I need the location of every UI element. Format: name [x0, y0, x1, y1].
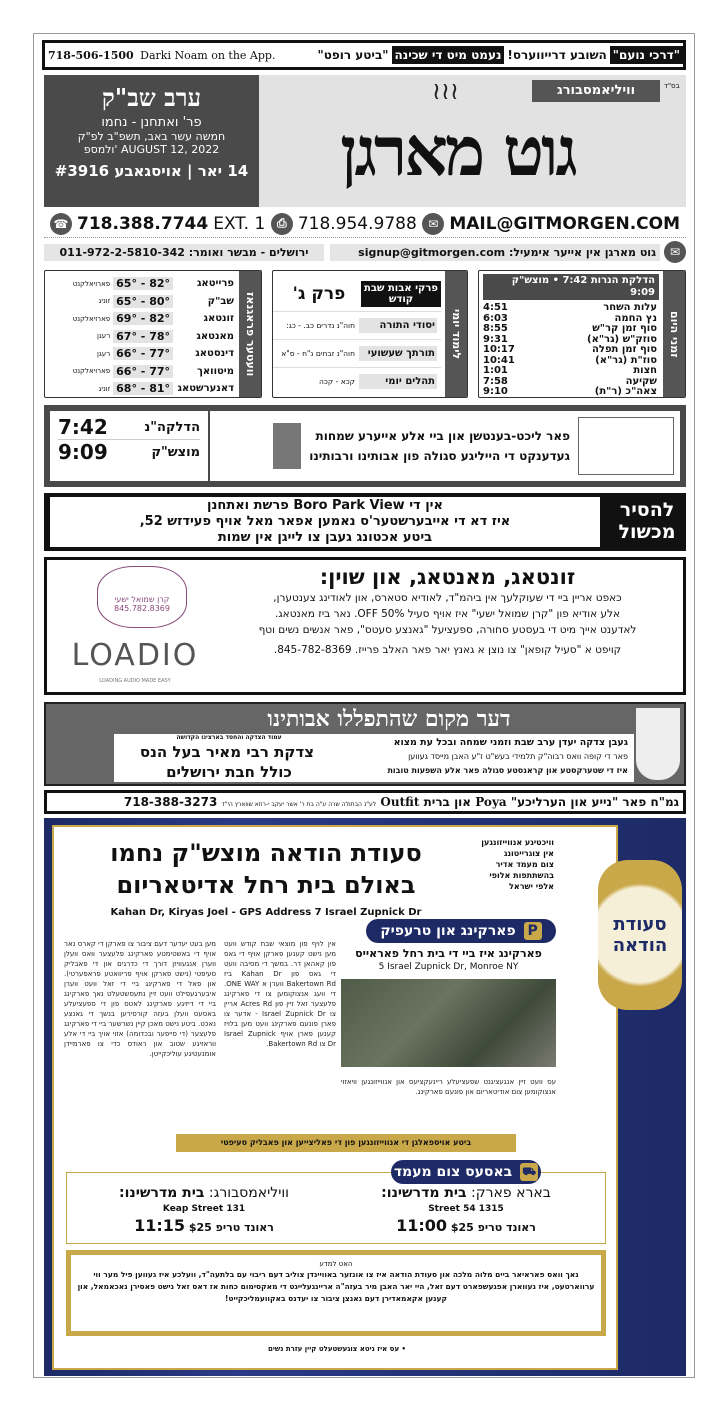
- bus-price: $25: [188, 1221, 212, 1234]
- banner-app: Darki Noam on the App.: [140, 48, 276, 62]
- zman-time: 7:58: [483, 375, 508, 387]
- bus-time-row: [346, 1216, 586, 1238]
- hebrew-date: חמשה עשר באב, תשפ"ב לפ"ק: [77, 130, 226, 143]
- kollel-logo: [578, 417, 674, 475]
- zman-time: 10:41: [483, 354, 515, 366]
- parking-header: [366, 919, 556, 943]
- bus-place: בית מדרשינו:: [119, 1185, 205, 1201]
- ad-line: לאדענט אייך מיט די בעסטע סחורה, ספעציעל "גאנצע סעטס", פאר אנשים נשים וטף: [258, 624, 637, 636]
- gemach-text: Outfit: [380, 795, 420, 809]
- notice-text: נאך וואס פאראיאר ביים מלוה מלכה און סעודת הודאה איז צו אונזער באוויינדן צוליב דעם ריבוי עם בלתעה"ד, וועלכע איז געווען פיל מער ווי ערווארטעט, איז געווארן אפגעשפארט דעם זאל, היי יאר האבן מיר בעזה"ה אריינגעלייגט די מאקסימום כחות אז דאס זאל נישט פאסירן נאכאמאל, און קענען אקאמאדירן דעם גאנצן ציבור צו יעדנס באקוועמליכקייט!: [77, 1270, 595, 1303]
- ad-address: Kahan Dr, Kiryas Joel - GPS Address 7 Israel Zupnick Dr: [110, 907, 422, 918]
- ad-line: געדענקט די הייליגע סגולה פון אבותינו ורבותינו: [309, 449, 570, 463]
- limud-value: חוה"נ נדרים כב. - כג:: [286, 320, 355, 330]
- zman-time: 4:51: [483, 302, 508, 313]
- zmanim-box: [478, 270, 686, 398]
- weather-condition: זוניג: [98, 297, 111, 306]
- ad-line: אלע אודיא פון "קרן שמואל ישעי" איז אויף סעיל 50% OFF. נאר ביז מאנטאג.: [275, 608, 620, 620]
- top-banner: [42, 40, 686, 70]
- zman-name: סוף זמן תפלה: [592, 344, 657, 355]
- banner-text: השובע דרייווערס!: [507, 48, 607, 62]
- parking-address: 5 Israel Zupnick Dr, Monroe NY: [378, 962, 519, 972]
- weather-temp: 77° - 66°: [113, 365, 173, 378]
- footer-note: • עס איז ניטא צוגעשטעלט קיין עזרת נשים: [267, 1345, 407, 1353]
- bus-trip: ראונד טריפ: [477, 1221, 536, 1234]
- parking-text: מען בעט יעדער דעם ציבור צו פארקן די קארס נאר אויף די באשטימטע פארקינג פלעצער וואס וועלן ווערן אנגעוויזן דורך די כדרגים און די פאבליק סעיפטי (נישט פארקן אויף פריוואטע פראפערטי). און פאל די פארקינג ביי די זאל וועט ווערן איבערגעפילט וועט זיין נתעסשטעלט נאך פארקינג ביי די דיזיגע פארקינג לאטס פון די ספעציעלע באסעס וועלן בעזה קורסירען בנשך די גאנצע נאכט. ביטע נישט מאכן קיין נשרשער ביי די פארקינג פלעצער (די סייפער ובכדומה) אזוי אויך ביי די אלע ווראזיגע שטוב און ראודס כדי צו פארמיידן אומנעטיגע עוליכקייטן.: [64, 940, 216, 1058]
- zman-name: חצות: [633, 365, 657, 376]
- bus-stop: [346, 1183, 586, 1238]
- date-box: [44, 75, 259, 207]
- bus-area: [84, 1183, 324, 1203]
- banner-phone: 718-506-1500: [48, 48, 134, 62]
- bsd-mark: בס"ד: [664, 82, 680, 90]
- bus-place: בית מדרשינו:: [381, 1185, 467, 1201]
- ad-sub: עמוד הצדקה והחסד בארצינו הקדושה: [176, 734, 282, 741]
- notice-side-label: להסיר מכשול: [618, 499, 676, 543]
- limud-row: [273, 367, 441, 395]
- ad-line: כאפט אריין ביי די שעוקלעך אין ביהמ"ד, לאודיא סטארס, און לאודינג צענטערן,: [273, 592, 622, 604]
- parking-text: עס וועט זיין אנגעציגנט שפעציעלע ריינעקציעס און אנווייזונגען וויאזוי אנצוקומען צום אודיטאריום און פונעם פארקינג.: [341, 1078, 556, 1096]
- zman-name: סוז"ת (גר"א): [595, 354, 657, 366]
- zman-row: [479, 345, 661, 356]
- ad-title: באולם בית רחל אדיטאריום: [116, 871, 416, 899]
- motzei-time: 9:09: [58, 440, 108, 464]
- weather-row: [45, 345, 237, 363]
- parking-text: אין לויף פון מוצאי שבת קודש וועט מען נישט קענען פארקן אויף די גאס פון קאהאן דר. במשך די מסיבה וועט די גאס פון Kahan Dr ביז Bakertown Rd ווערן א ONE WAY. די וועג אנצוקומען צו די פארקינג פלעצער זאל זיין פון Acres Rd אריין צו Israel Zupnick Dr - אדער צו פארן פונעם פארקינג וועט מען בלויז קענען פארן אויף Israel Zupnick Dr צו Bakertown Rd.: [224, 940, 336, 1048]
- ad-line: פאר די קופה וואס רבוה"ק תלמידי בעש"ט ז"ע האבן מייסד געווען: [408, 752, 628, 761]
- hadlaka-time: 7:42: [58, 415, 108, 439]
- gemach-text: ברית: [423, 795, 450, 809]
- seal-text: קרן שמואל ישעי: [114, 595, 170, 604]
- zmanim-side-label: זמני היום: [663, 271, 685, 397]
- bus-time: 11:15: [134, 1216, 185, 1235]
- banner-text: "ביטע רופט": [317, 48, 389, 62]
- intro-line: צום מעמד אדיר: [495, 860, 554, 869]
- intro-line: אלפי ישראל: [509, 882, 554, 891]
- banner-text: "דרכי נועם": [610, 46, 683, 64]
- weather-day: זונטאג: [203, 313, 234, 325]
- weather-row: [45, 275, 237, 293]
- location-label: וויליאמסבורג: [532, 80, 660, 102]
- intro-line: אין צוגרייטונג: [503, 849, 554, 858]
- zman-row: [479, 303, 661, 314]
- zman-name: סוזק"ש (גר"א): [587, 333, 657, 345]
- weather-condition: פארויאלקנט: [72, 367, 111, 376]
- ad-inner: [52, 825, 618, 1370]
- zman-name: צאה"כ (ר"ת): [594, 386, 657, 397]
- bus-label: באסעס צום מעמד: [393, 1164, 513, 1180]
- loadio-logo: LOADIO: [71, 638, 199, 673]
- weather-condition: פארויאלקנט: [72, 314, 111, 323]
- zman-time: 6:03: [483, 312, 508, 324]
- limud-side-label: לימוד יומי: [445, 271, 467, 397]
- zman-time: 9:10: [483, 386, 508, 397]
- kollel-seal: [636, 708, 680, 780]
- signup-email[interactable]: גוט מארגן אין אייער אימעיל: signup@gitmorgen.com: [330, 244, 660, 261]
- ad-name: צדקת רבי מאיר בעל הנס: [139, 743, 314, 761]
- weather-temp: 78° - 67°: [113, 330, 173, 343]
- bus-area: [346, 1183, 586, 1203]
- bus-price: $25: [450, 1221, 474, 1234]
- zman-row: [479, 324, 661, 335]
- parking-title: פארקינג איז ביי די בית רחל פאראייס: [355, 947, 542, 960]
- gemach-text: גמ"ח פאר "נייע און הערליכע": [510, 795, 679, 809]
- contact-row: [44, 210, 686, 238]
- weather-temp: 80° - 65°: [113, 295, 173, 308]
- jerusalem-phone: ירושלים - מבשר ואומר: 011-972-2-5810-342: [44, 244, 324, 261]
- intro-line: וויכטיגע אנווייזונגען: [481, 838, 554, 847]
- limud-value: חוה"נ זבחים נ"ח - ס"א: [281, 348, 355, 358]
- fax-icon: ⎙: [271, 213, 293, 235]
- gemach-text: און: [454, 795, 472, 809]
- oil-can-image: [273, 423, 301, 469]
- weather-day: פרייטאג: [196, 278, 234, 290]
- weather-row: [45, 363, 237, 381]
- bus-street: 131 Keap Street: [162, 1204, 246, 1214]
- ad-line: געבן צדקה יעדן ערב שבת וזמני שמחה ובכל עת מצוא: [393, 737, 628, 748]
- limud-row: [273, 339, 441, 367]
- zman-row: [479, 366, 661, 377]
- mail-icon: ✉: [664, 241, 686, 263]
- signup-row: [44, 241, 686, 263]
- weather-row: [45, 293, 237, 311]
- boro-park-notice: [44, 493, 686, 551]
- ad-title: זונטאג, מאנטאג, און שוין:: [319, 565, 576, 589]
- avos-title: פרקי אבות שבת קודש: [361, 281, 441, 307]
- loadio-ad: [44, 557, 686, 695]
- issue-number: 14 יאר | אויסגאבע #3916: [54, 162, 249, 180]
- motzei-label: מוצש"ק: [151, 444, 200, 460]
- email-address[interactable]: MAIL@GITMORGEN.COM: [449, 213, 680, 234]
- zman-time: 10:17: [483, 344, 515, 355]
- zman-time: 9:31: [483, 333, 508, 345]
- seuda-seal: סעודת הודאה: [598, 860, 682, 1010]
- hadlaka-label: הדלקה"נ: [144, 419, 200, 435]
- zmanim-header: הדלקת הנרות 7:42 • מוצש"ק 9:09: [483, 274, 659, 300]
- limud-row: [273, 311, 441, 339]
- kollel-ad: [44, 702, 686, 786]
- date-title: ערב שב"ק: [101, 83, 202, 112]
- weather-condition: רעגן: [97, 349, 111, 358]
- limud-name: יסודי התורה: [359, 318, 437, 333]
- zman-time: 8:55: [483, 323, 508, 334]
- weather-condition: זוניג: [98, 384, 111, 393]
- fax-number[interactable]: 718.954.9788: [297, 213, 417, 234]
- weather-row: [45, 328, 237, 346]
- weather-day: דאנערשטאג: [177, 383, 234, 395]
- parking-label: פארקינג און טרעפיק: [380, 923, 516, 939]
- phone-icon: ☎: [50, 213, 72, 235]
- weather-row: [45, 310, 237, 328]
- bus-street: 1315 54 Street: [428, 1204, 504, 1214]
- parking-map[interactable]: [341, 979, 556, 1067]
- zman-name: שקיעה: [625, 375, 657, 387]
- zman-name: נץ החמה: [614, 312, 657, 324]
- flame-icon: ≀≀≀: [432, 77, 459, 105]
- ad-name: כולל חבת ירושלים: [166, 763, 292, 781]
- seal-phone: 845.782.8369: [114, 604, 170, 613]
- weather-day: שב"ק: [207, 295, 234, 307]
- seal-logo: [97, 566, 187, 628]
- notice-line: איז דא די אייבערשטער'ס נאמען אפאר מאל אויף פעידזש 52,: [139, 514, 511, 529]
- gemach-dedication: לע"נ הבתולה שרה ע"ה בת ר' אשר יעקב י-רוזא שווארץ הי"ד: [221, 801, 377, 808]
- newspaper-logo: גוט מארגן: [340, 112, 575, 192]
- weather-temp: 82° - 69°: [113, 312, 173, 325]
- bus-trip: ראונד טריפ: [215, 1221, 274, 1234]
- phone-number[interactable]: 718.388.7744: [77, 213, 209, 234]
- ad-line: קויפט א "סעיל קופאן" צו נוצן א גאנץ יאר פאר האלב פרייז. 845-782-8369.: [273, 644, 622, 656]
- loadio-tagline: LOADING AUDIO MADE EASY: [99, 678, 171, 684]
- email-icon: ✉: [422, 213, 444, 235]
- banner-text: נעמט מיט די שכינה: [392, 46, 505, 64]
- english-date: AUGUST 12, 2022 'ולמספ: [83, 143, 220, 156]
- weather-temp: 82° - 65°: [113, 277, 173, 290]
- zman-name: עלות השחר: [603, 302, 657, 313]
- weather-side-label: וועטער פראגנאז: [239, 271, 261, 397]
- bus-area-name: בארא פארק:: [471, 1185, 551, 1201]
- gemach-bar: [44, 790, 686, 814]
- notice-line: ביטע אכטונג געבן צו לייגן אין שמות: [217, 530, 433, 545]
- ad-line: פאר ליכט-בענטשן און ביי אלע אייערע שמחות: [315, 429, 570, 443]
- weather-row: [45, 380, 237, 398]
- bus-time: 11:00: [396, 1216, 447, 1235]
- parking-icon: P: [524, 922, 542, 940]
- zman-time: 1:01: [483, 365, 508, 376]
- candle-lighting-ad: [44, 405, 686, 487]
- limud-name: תורתך שעשועי: [359, 346, 437, 361]
- weather-box: [44, 270, 262, 398]
- bus-time-row: [84, 1216, 324, 1238]
- notice-label: האט למדע: [319, 1260, 353, 1268]
- bus-area-name: וויליאמסבורג:: [208, 1185, 289, 1201]
- weather-condition: פארויאלקנט: [72, 279, 111, 288]
- ad-line: איז די שטערקסטע און קראנסטע סגולה פאר אלע השפעות טובות: [387, 766, 628, 775]
- parsha: פר' ואתחנן - נחמו: [101, 115, 202, 130]
- weather-temp: 77° - 66°: [113, 347, 173, 360]
- notice-line: אין די Boro Park View פרשת ואתחנן: [207, 498, 443, 513]
- perek: פרק ג': [292, 284, 346, 304]
- weather-day: דינסטאג: [195, 348, 234, 360]
- weather-day: מאנטאג: [196, 330, 234, 342]
- bus-stop: [84, 1183, 324, 1238]
- gemach-text: Poya: [475, 795, 507, 809]
- zman-name: סוף זמן קר"ש: [592, 323, 657, 334]
- weather-day: מיטוואך: [197, 365, 234, 377]
- limud-box: [272, 270, 468, 398]
- ad-title: סעודת הודאה מוצש"ק נחמו: [110, 839, 422, 867]
- limud-value: קכא - קכה: [319, 376, 355, 386]
- bus-icon: ⛟: [520, 1163, 538, 1181]
- zman-row: [479, 387, 661, 398]
- weather-temp: 81° - 68°: [113, 382, 173, 395]
- note-bar: ביטע אויספאלגן די אנווייזונגען פון די פאליצייען און פאבליק סעיפטי: [176, 1134, 516, 1152]
- gemach-phone: 718-388-3273: [123, 795, 218, 809]
- weather-condition: רעגן: [97, 332, 111, 341]
- bus-header: [391, 1160, 541, 1184]
- ad-title: דער מקום שהתפללו אבותינו: [267, 706, 511, 732]
- phone-ext: EXT. 1: [213, 213, 266, 234]
- limud-name: תהלים יומי: [359, 374, 437, 389]
- intro-line: בהשתתפות אלופי: [489, 871, 554, 880]
